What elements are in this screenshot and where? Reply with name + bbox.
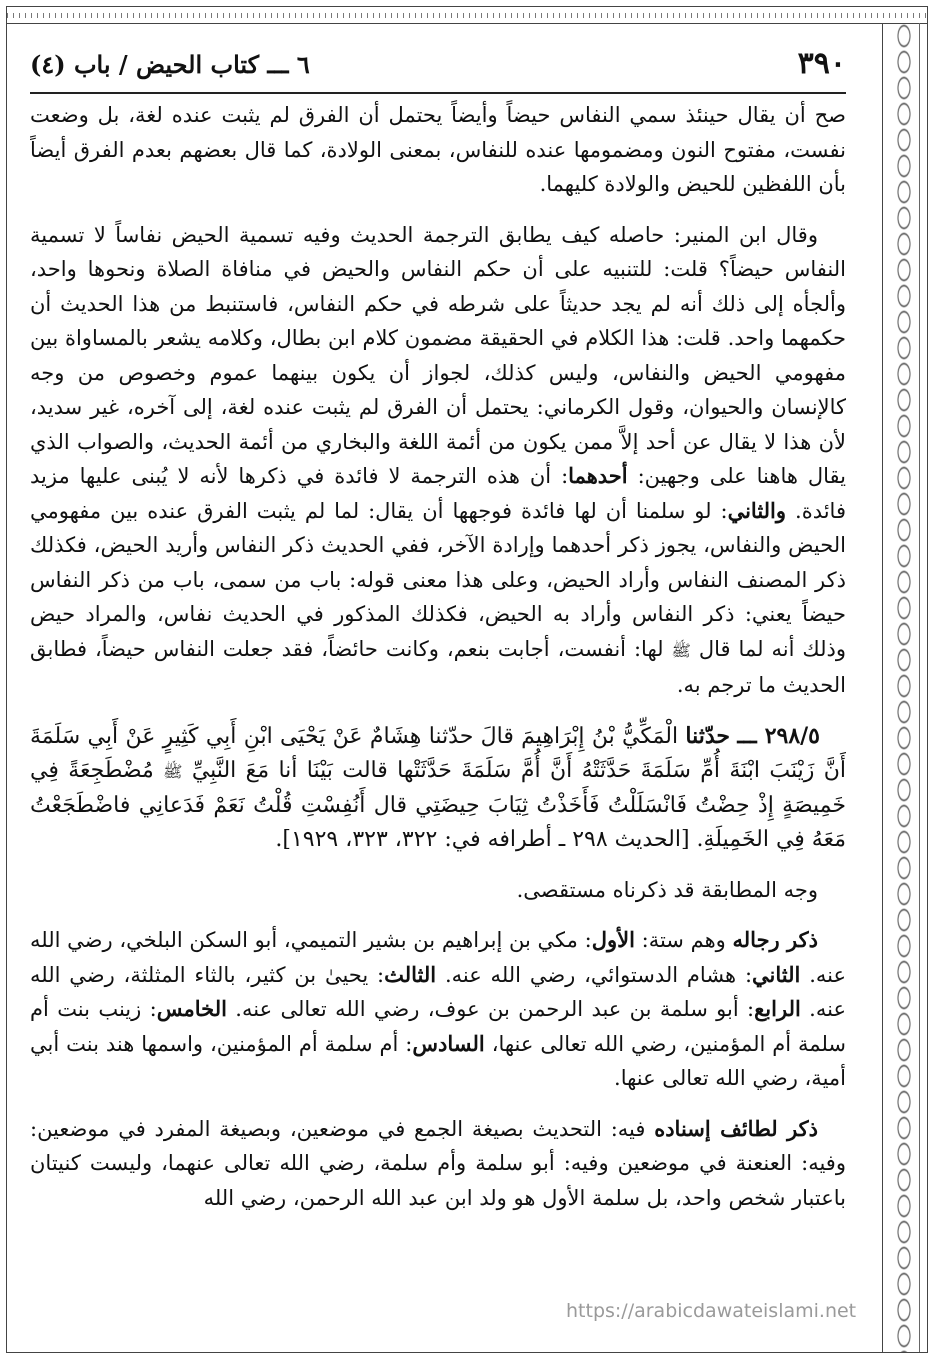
honorific-glyph: ﷺ <box>671 640 691 660</box>
isnad-text: فيه: التحديث بصيغة الجمع في موضعين، وبصيغة المفرد في موضعين: وفيه: العنعنة في موضعين وفيه: أبو سلمة وأم سلمة، رضي الله تعالى عنهما، وليست كنيتان باعتبار شخص واحد، بل سلمة الأول هو ولد ابن عبد الله الرحمن، رضي الله <box>30 1116 846 1210</box>
page-number: ٣٩٠ <box>797 46 846 81</box>
narrator-4-text: : أبو سلمة بن عبد الرحمن بن عوف، رضي الله تعالى عنه. <box>235 997 755 1021</box>
frame-side-ornament <box>882 23 927 1352</box>
narrators-intro: وهم ستة: <box>641 928 726 952</box>
narrator-2-label: الثاني <box>752 961 801 987</box>
isnad-heading: ذكر لطائف إسناده <box>654 1115 818 1141</box>
narrator-5-text: : زينب بنت أم سلمة أم المؤمنين، رضي الله تعالى عنها، <box>30 997 846 1056</box>
first-point-label: أحدهما <box>568 463 628 488</box>
hadith-honorific-glyph: ﷺ <box>163 761 183 781</box>
hadith-label: حدّثنا <box>685 722 731 749</box>
page-header <box>30 40 846 94</box>
second-point-label: والثاني <box>727 497 787 523</box>
narrators-section <box>30 923 846 1096</box>
isnad-section <box>30 1112 846 1216</box>
paragraph-1: صح أن يقال حينئذ سمي النفاس حيضاً وأيضاً يحتمل أن الفرق لم يثبت عنده لغة، بل وضعت نفست، مفتوح النون ومضمومها عنده للنفاس، بمعنى الولادة، كما قال بعضهم بعدم الفرق أيضاً بأن اللفظين للحيض والولادة كليهما. <box>30 103 846 196</box>
paragraph-2-text: وقال ابن المنير: حاصله كيف يطابق الترجمة الحديث وفيه تسمية الحيض نفاساً لا تسمية النفاس حيضاً؟ قلت: للتنبيه على أن حكم النفاس والحيض في منافاة الصلاة ونحوها واحد، وألجأه إلى ذلك أنه لم يجد حديثاً على شرطه في حكم النفاس، فاستنبط من هذا الحديث أن حكمهما واحد. قلت: هذا الكلام في الحقيقة مضمون كلام ابن بطال، وكلامه يشعر بالمساواة بين مفهومي الحيض والنفاس، وليس كذلك، لجواز أن يكون بينهما عموم وخصوص من وجه كالإنسان والحيوان، وقول الكرماني: يحتمل أن الفرق لم يثبت عنده لغة، إلى آخره، غير سديد، لأن هذا لا يقال عن أحد إلاَّ ممن يكون من أئمة اللغة والبخاري من أئمة الحديث، والصواب الذي يقال هاهنا على وجهين: <box>30 222 846 488</box>
narrator-6-label: السادس <box>412 1030 485 1056</box>
paragraph-2-ending: لها: أنفست، أجابت بنعم، وكانت حائضاً، فقد جعلت النفاس حيضاً، فطابق الحديث ما ترجم به. <box>30 636 846 697</box>
narrator-3-text: : يحيىٰ بن كثير، بالثاء المثلثة، رضي الله عنه. <box>30 962 846 1021</box>
chain-ornament <box>893 23 915 1352</box>
paragraph-3: وجه المطابقة قد ذكرناه مستقصى. <box>516 877 818 902</box>
second-point-text: : لو سلمنا أن لها فائدة فوجهها أن يقال: لما لم يثبت الفرق عنده بين مفهومي الحيض والنفاس، يجوز ذكر أحدهما وإرادة الآخر، ففي الحديث ذكر النفاس وأريد الحيض، فكذلك ذكر المصنف النفاس وأراد الحيض، وعلى هذا معنى قوله: باب من سمى، باب من ذكر النفاس حيضاً يعني: ذكر النفاس وأراد به الحيض، فكذلك المذكور في الحديث نفاس، والمراد حيض وذلك أنه لما قال <box>30 498 846 661</box>
narrator-4-label: الرابع <box>754 996 801 1021</box>
paragraph-2 <box>30 218 846 703</box>
narrator-6-text: : أم سلمة أم المؤمنين، واسمها هند بنت أبي أمية، رضي الله تعالى عنها. <box>30 1031 846 1090</box>
running-title: ٦ ـــ كتاب الحيض / باب (٤) <box>30 50 310 79</box>
narrators-heading: ذكر رجاله <box>732 927 818 952</box>
narrator-1-label: الأول <box>591 927 635 952</box>
hadith-text: الْمَكِّيُّ بْنُ إِبْرَاهِيمَ قالَ حدّثنا هِشَامٌ عَنْ يَحْيَى ابْنِ أَبِي كَثِيرٍ عَنْ أَبِي سَلَمَةَ أَنَّ زَيْنَبَ ابْنَةَ أُمِّ سَلَمَةَ حَدَّثَتْهُ أَنَّ أُمَّ سَلَمَةَ حَدَّثَتْها قالت بَيْنَا أنا مَعَ النَّبِيِّ <box>30 723 846 783</box>
watermark-url: https://arabicdawateislami.net <box>566 1300 857 1322</box>
narrator-3-label: الثالث <box>384 961 437 987</box>
narrator-2-text: : هشام الدستوائي، رضي الله عنه. <box>444 962 753 987</box>
frame-top-border <box>7 7 927 24</box>
frame-inner-rule <box>919 23 920 1352</box>
narrator-1-text: : مكي بن إبراهيم بن بشير التميمي، أبو السكن البلخي، رضي الله عنه. <box>30 928 846 987</box>
page-body <box>30 98 846 1338</box>
hadith-block <box>30 719 846 857</box>
hadith-text-continued: مُضْطَجِعَةً فِي خَمِيصَةٍ إِذْ حِضْتُ فَانْسَلَلْتُ فَأَخَذْتُ ثِيَابَ حِيضَتِي قال أَنُفِسْتِ قُلْتُ نَعَمْ فَدَعانِي فاضْطَجَعْتُ مَعَهُ فِي الخَمِيلَةِ. [الحديث ٢٩٨ ـ أطرافه في: ٣٢٢، ٣٢٣، ١٩٢٩]. <box>30 757 846 852</box>
first-point-text: : أن هذه الترجمة لا فائدة في ذكرها لأنه لا يُبنى عليها مزيد فائدة. <box>30 464 846 523</box>
hadith-number: ٢٩٨/٥ ـــ <box>737 722 820 749</box>
narrator-5-label: الخامس <box>156 996 227 1021</box>
